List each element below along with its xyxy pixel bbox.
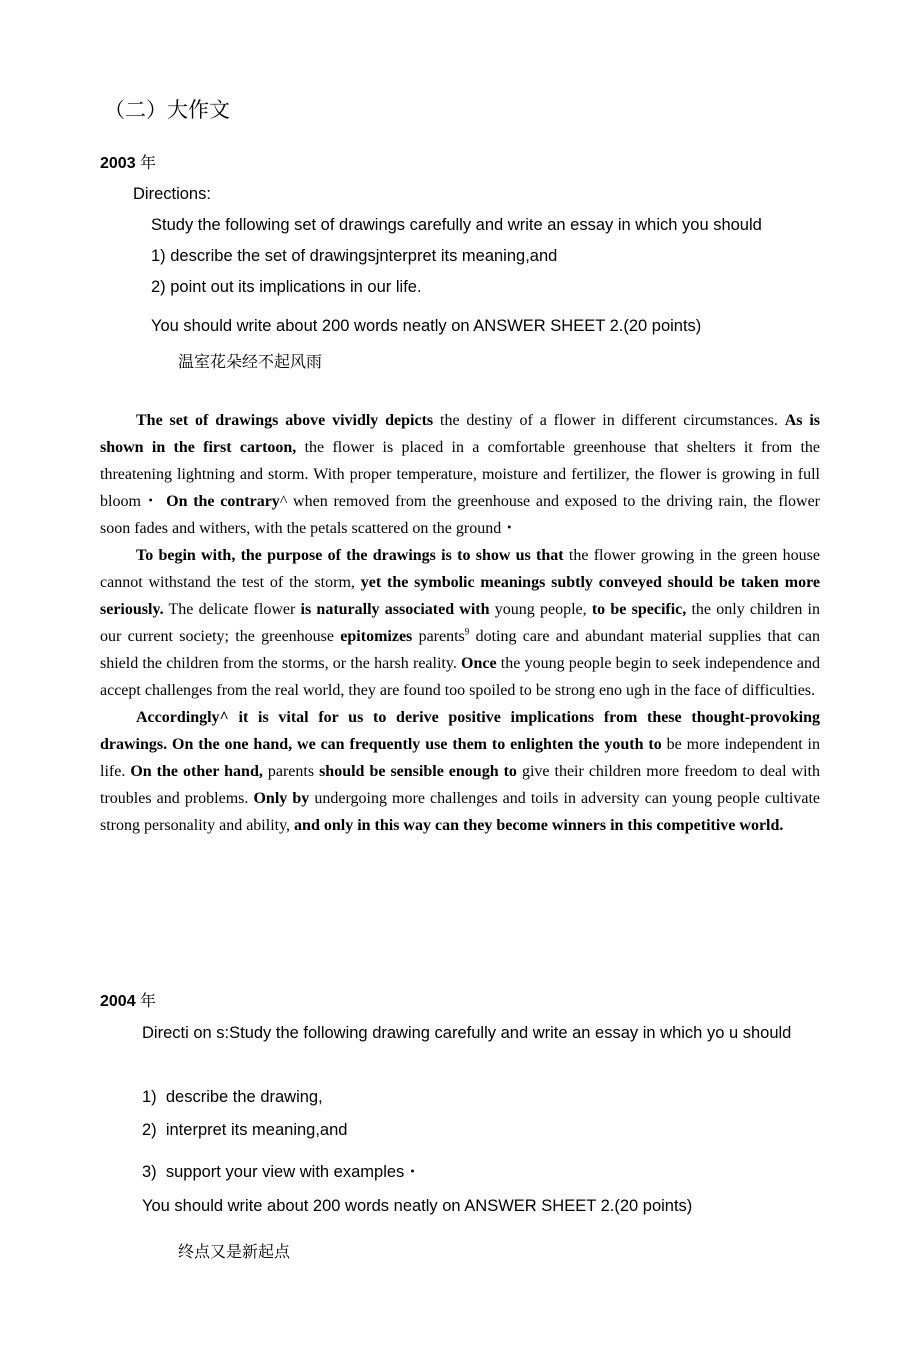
essay-text: the flower growing in the green house cannot withstand the test of the storm,: [100, 547, 821, 591]
emphasis-phrase: and only in this way can they become winners in this competitive world.: [294, 817, 784, 834]
directions-label: Directions:: [133, 185, 211, 203]
year-number: 2004: [100, 993, 136, 1010]
year-heading-2004: [100, 988, 156, 1011]
essay-text: the flower is placed in a comfortable greenhouse that shelters it from the threatening lightning and storm. With proper temperature, moisture and fertilizer, the flower is growing in full bloom・: [100, 439, 820, 510]
emphasis-phrase: is naturally associated with: [300, 601, 490, 618]
essay-text: give their children more freedom to deal with troubles and problems.: [100, 763, 820, 807]
directions-instruction: Study the following set of drawings carefully and write an essay in which you should: [151, 216, 762, 234]
directions-2004: [100, 1017, 820, 1049]
essay-text: the only children in our current society; the greenhouse: [100, 601, 820, 645]
emphasis-phrase: On the other hand,: [130, 763, 263, 780]
essay-text: ^ when removed from the greenhouse and exposed to the driving rain, the flower soon fades and withers, with the petals scattered on the ground・: [100, 493, 820, 537]
year-char: 年: [140, 155, 157, 172]
section-title: （二）大作文: [104, 99, 230, 122]
year-number: 2003: [100, 155, 136, 172]
essay-paragraph-3: [100, 704, 820, 839]
essay-text: the young people begin to seek independence and accept challenges from the real world, they are found too spoiled to be strong eno ugh in the face of difficulties.: [100, 655, 821, 699]
emphasis-phrase: epitomizes: [340, 628, 413, 645]
item-number: 3): [142, 1163, 157, 1181]
essay-text: parents: [262, 763, 320, 780]
directions-item-2: 2) point out its implications in our life.: [151, 278, 422, 296]
essay-text: doting care and abundant material supplies that can shield the children from the storms, or the harsh reality.: [100, 628, 821, 672]
essay-text: the destiny of a flower in different circumstances.: [433, 412, 785, 429]
directions-item-3: [142, 1158, 421, 1182]
drawing-caption: 终点又是新起点: [178, 1244, 291, 1261]
year-char: 年: [140, 993, 157, 1010]
essay-text: young people,: [489, 601, 592, 618]
word-requirement: You should write about 200 words neatly on ANSWER SHEET 2.(20 points): [151, 317, 702, 335]
emphasis-phrase: should be sensible enough to: [319, 763, 517, 780]
item-number: 2): [142, 1121, 157, 1139]
directions-item-1: 1) describe the set of drawingsjnterpret its meaning,and: [151, 247, 558, 265]
directions-text: Directi on s:Study the following drawing carefully and write an essay in which yo u should: [142, 1024, 792, 1042]
emphasis-phrase: yet the symbolic meanings subtly conveyed should be taken more seriously.: [100, 574, 820, 618]
emphasis-phrase: Once: [461, 655, 497, 672]
emphasis-phrase: to be specific,: [591, 601, 687, 618]
emphasis-phrase: As is shown in the first cartoon,: [100, 412, 821, 456]
drawing-caption: 温室花朵经不起风雨: [178, 354, 323, 371]
directions-item-2: [142, 1121, 347, 1140]
emphasis-phrase: On the contrary: [166, 493, 280, 510]
year-heading-2003: [100, 150, 156, 173]
emphasis-phrase: To begin with, the purpose of the drawings is to show us that: [136, 547, 564, 564]
essay-text: parents: [412, 628, 465, 645]
directions-item-1: [142, 1088, 323, 1107]
item-text: support your view with examples・: [165, 1163, 421, 1181]
essay-paragraph-1: [100, 407, 820, 542]
emphasis-phrase: Accordingly^ it is vital for us to derive positive implications from these thought-provoking drawings. On the one hand, we can frequently use them to enlighten the youth to: [100, 709, 820, 753]
item-number: 1): [142, 1088, 157, 1106]
word-requirement: You should write about 200 words neatly on ANSWER SHEET 2.(20 points): [142, 1197, 693, 1215]
item-text: interpret its meaning,and: [165, 1121, 348, 1139]
essay-text: The delicate flower: [163, 601, 301, 618]
essay-2003: [100, 407, 820, 839]
item-text: describe the drawing,: [165, 1088, 323, 1106]
emphasis-phrase: Only by: [253, 790, 310, 807]
superscript: 9: [464, 626, 470, 637]
emphasis-phrase: The set of drawings above vividly depicts: [136, 412, 434, 429]
essay-text: undergoing more challenges and toils in adversity can young people cultivate strong personality and ability,: [100, 790, 821, 834]
essay-text: be more independent in life.: [100, 736, 820, 780]
essay-paragraph-2: [100, 542, 820, 704]
